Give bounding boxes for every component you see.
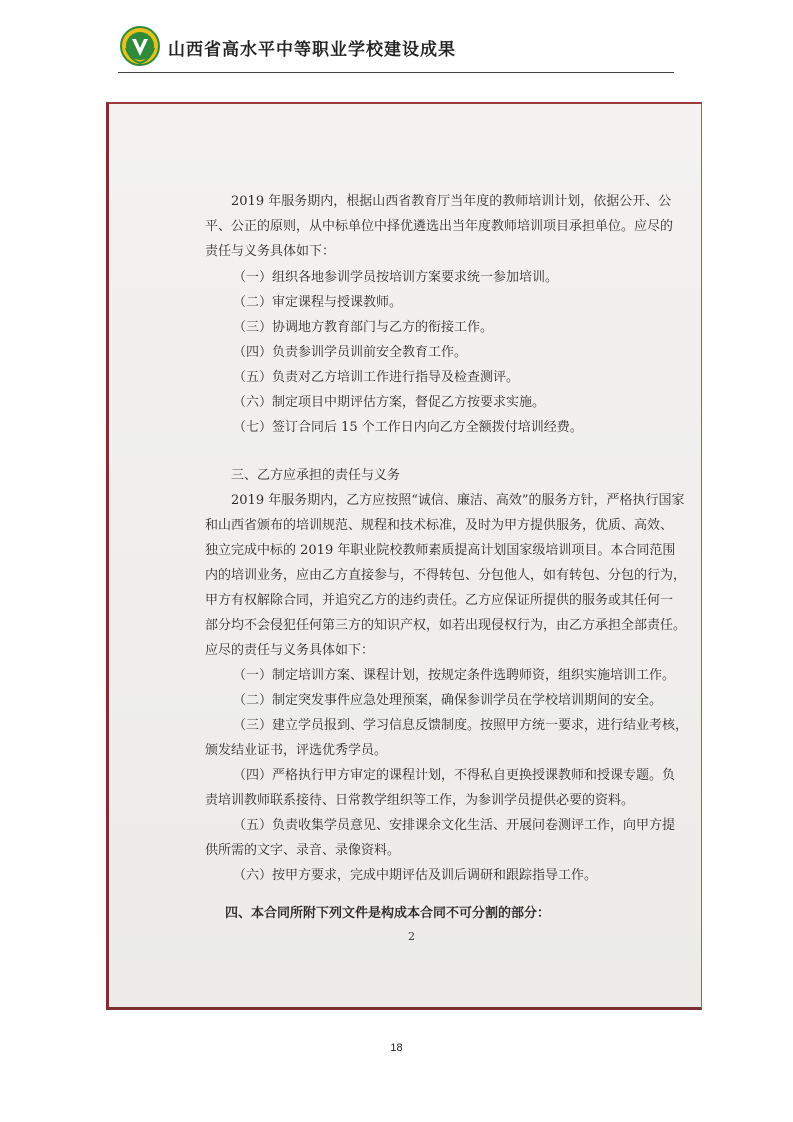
scanned-contract-page [106, 102, 702, 1010]
paragraph-line: 独立完成中标的 2019 年职业院校教师素质提高计划国家级培训项目。本合同范围 [205, 543, 676, 558]
header-divider [118, 72, 674, 73]
duty-item: （四）严格执行甲方审定的课程计划，不得私自更换授课教师和授课专题。负 [233, 768, 676, 783]
duty-item-continuation: 供所需的文字、录音、录像资料。 [205, 843, 401, 858]
duty-item: （一）制定培训方案、课程计划，按规定条件选聘师资，组织实施培训工作。 [233, 668, 676, 683]
paragraph-line: 责任与义务具体如下： [205, 244, 336, 259]
paragraph-line: 和山西省颁布的培训规范、规程和技术标准，及时为甲方提供服务，优质、高效、 [205, 518, 674, 533]
page-header [120, 22, 673, 72]
paragraph-line: 部分均不会侵犯任何第三方的知识产权，如若出现侵权行为，由乙方承担全部责任。 [205, 618, 687, 633]
duty-item: （二）制定突发事件应急处理预案，确保参训学员在学校培训期间的安全。 [233, 693, 663, 708]
paragraph-line: 应尽的责任与义务具体如下： [205, 643, 375, 658]
duty-item-continuation: 颁发结业证书，评选优秀学员。 [205, 743, 388, 758]
page-number: 18 [390, 1042, 403, 1054]
duty-item: （三）协调地方教育部门与乙方的衔接工作。 [233, 320, 494, 335]
duty-item: （六）按甲方要求，完成中期评估及训后调研和跟踪指导工作。 [233, 868, 598, 883]
paragraph-line: 平、公正的原则，从中标单位中择优遴选出当年度教师培训项目承担单位。应尽的 [205, 219, 674, 234]
duty-item: （三）建立学员报到、学习信息反馈制度。按照甲方统一要求，进行结业考核， [233, 718, 689, 733]
school-emblem-icon [120, 26, 160, 66]
duty-item: （二）审定课程与授课教师。 [233, 295, 403, 310]
section-heading: 三、乙方应承担的责任与义务 [231, 468, 401, 483]
section-heading: 四、本合同所附下列文件是构成本合同不可分割的部分： [225, 906, 551, 921]
header-title: 山西省高水平中等职业学校建设成果 [168, 40, 456, 60]
scan-page-number: 2 [408, 930, 415, 943]
duty-item: （五）负责收集学员意见、安排课余文化生活、开展问卷测评工作，向甲方提 [233, 818, 676, 833]
duty-item-continuation: 责培训教师联系接待、日常教学组织等工作，为参训学员提供必要的资料。 [205, 793, 635, 808]
paragraph-line: 2019 年服务期内，乙方应按照“诚信、廉洁、高效”的服务方针，严格执行国家 [231, 493, 685, 508]
duty-item: （六）制定项目中期评估方案，督促乙方按要求实施。 [233, 395, 546, 410]
duty-item: （七）签订合同后 15 个工作日内向乙方全额拨付培训经费。 [233, 420, 583, 435]
paragraph-line: 2019 年服务期内，根据山西省教育厅当年度的教师培训计划，依据公开、公 [231, 194, 672, 209]
duty-item: （一）组织各地参训学员按培训方案要求统一参加培训。 [233, 270, 559, 285]
paragraph-line: 内的培训业务，应由乙方直接参与，不得转包、分包他人，如有转包、分包的行为， [205, 568, 687, 583]
paragraph-line: 甲方有权解除合同，并追究乙方的违约责任。乙方应保证所提供的服务或其任何一 [205, 593, 674, 608]
duty-item: （四）负责参训学员训前安全教育工作。 [233, 345, 468, 360]
duty-item: （五）负责对乙方培训工作进行指导及检查测评。 [233, 370, 520, 385]
